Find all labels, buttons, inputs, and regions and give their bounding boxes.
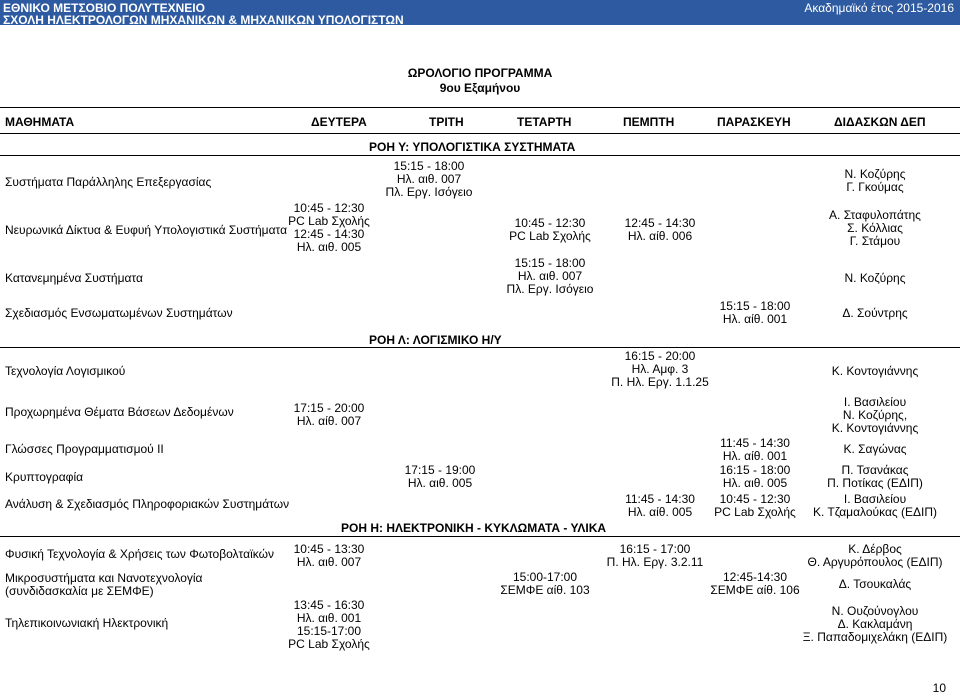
course-c5: Τεχνολογία Λογισμικού: [5, 364, 126, 378]
col-thursday: ΠΕΜΠΤΗ: [623, 115, 675, 129]
course-c10: Φυσική Τεχνολογία & Χρήσεις των Φωτοβολταϊκών: [5, 547, 274, 561]
course-c3: Κατανεμημένα Συστήματα: [5, 271, 143, 285]
slot-wed-a: 10:45 - 12:30 PC Lab Σχολής: [509, 216, 591, 243]
flow-h-title: ΡΟΗ Η: ΗΛΕΚΤΡΟΝΙΚΗ - ΚΥΚΛΩΜΑΤΑ - ΥΛΙΚΑ: [341, 521, 607, 535]
col-monday: ΔΕΥΤΕΡΑ: [311, 115, 367, 129]
instructors-c9: Ι. Βασιλείου Κ. Τζαμαλούκας (ΕΔΙΠ): [812, 492, 938, 519]
flow-y-title: ΡΟΗ Υ: ΥΠΟΛΟΓΙΣΤΙΚΑ ΣΥΣΤΗΜΑΤΑ: [369, 140, 576, 154]
slot-thu-c: 11:45 - 14:30 Ηλ. αίθ. 005: [625, 492, 695, 519]
divider-flow-l: [0, 347, 960, 348]
course-c6: Προχωρημένα Θέματα Βάσεων Δεδομένων: [5, 405, 234, 419]
page-title: ΩΡΟΛΟΓΙΟ ΠΡΟΓΡΑΜΜΑ: [407, 66, 553, 80]
instructors-c2: Α. Σταφυλοπάτης Σ. Κόλλιας Γ. Στάμου: [829, 208, 921, 248]
col-instructors: ΔΙΔΑΣΚΩΝ ΔΕΠ: [834, 115, 926, 129]
slot-thu-a: 12:45 - 14:30 Ηλ. αίθ. 006: [624, 216, 696, 243]
slot-fri-d: 10:45 - 12:30 PC Lab Σχολής: [714, 492, 796, 519]
slot-mon-b: 17:15 - 20:00 Ηλ. αίθ. 007: [293, 401, 365, 428]
course-c7: Γλώσσες Προγραμματισμού ΙΙ: [5, 442, 164, 456]
slot-mon-d: 13:45 - 16:30 Ηλ. αιθ. 001 15:15-17:00 PC Lab Σχολής: [288, 598, 370, 651]
course-c1: Συστήματα Παράλληλης Επεξεργασίας: [5, 175, 212, 189]
header-bottom-rule: [0, 133, 960, 134]
divider-flow-h: [0, 536, 960, 537]
header-top-rule: [0, 107, 960, 108]
slot-wed-b: 15:15 - 18:00 Ηλ. αιθ. 007 Πλ. Εργ. Ισόγειο: [506, 256, 594, 296]
instructors-c4: Δ. Σούντρης: [842, 306, 908, 320]
flow-l-title: ΡΟΗ Λ: ΛΟΓΙΣΜΙΚΟ Η/Υ: [369, 333, 502, 347]
col-courses: ΜΑΘΗΜΑΤΑ: [5, 115, 75, 129]
instructors-c7: Κ. Σαγώνας: [843, 442, 907, 456]
instructors-c3: Ν. Κοζύρης: [844, 271, 906, 285]
instructors-c6: Ι. Βασιλείου Ν. Κοζύρης, Κ. Κοντογιάννης: [831, 395, 919, 435]
instructors-c11: Δ. Τσουκαλάς: [838, 577, 912, 591]
instructors-c1: Ν. Κοζύρης Γ. Γκούμας: [844, 167, 906, 194]
slot-fri-e: 12:45-14:30 ΣΕΜΦΕ αίθ. 106: [710, 570, 800, 597]
instructors-c10: Κ. Δέρβος Θ. Αργυρόπουλος (ΕΔΙΠ): [807, 542, 943, 569]
instructors-c12: Ν. Ουζούνογλου Δ. Κακλαμάνη Ξ. Παπαδομιχελάκη (ΕΔΙΠ): [802, 604, 948, 644]
header-banner: [0, 0, 960, 25]
page-number: 10: [932, 681, 946, 695]
slot-tue-a: 15:15 - 18:00 Ηλ. αιθ. 007 Πλ. Εργ. Ισόγειο: [385, 159, 473, 199]
course-c4: Σχεδιασμός Ενσωματωμένων Συστημάτων: [5, 306, 233, 320]
slot-wed-c: 17:15 - 19:00 Ηλ. αιθ. 005: [404, 463, 476, 490]
course-c12: Τηλεπικοινωνιακή Ηλεκτρονική: [5, 616, 169, 630]
slot-fri-c: 16:15 - 18:00 Ηλ. αιθ. 005: [719, 463, 791, 490]
slot-mon-a: 10:45 - 12:30 PC Lab Σχολής 12:45 - 14:30 Ηλ. αιθ. 005: [288, 201, 370, 254]
course-c8: Κρυπτογραφία: [5, 470, 84, 484]
instructors-c8: Π. Τσανάκας Π. Ποτίκας (ΕΔΙΠ): [827, 463, 923, 490]
institution-name: ΕΘΝΙΚΟ ΜΕΤΣΟΒΙΟ ΠΟΛΥΤΕΧΝΕΙΟ: [3, 1, 205, 15]
academic-year: Ακαδημαϊκό έτος 2015-2016: [804, 1, 954, 15]
slot-fri-a: 15:15 - 18:00 Ηλ. αίθ. 001: [719, 299, 791, 326]
divider-flow-y: [0, 155, 960, 156]
course-c2: Νευρωνικά Δίκτυα & Ευφυή Υπολογιστικά Συστήματα: [5, 223, 288, 237]
instructors-c5: Κ. Κοντογιάννης: [831, 364, 919, 378]
slot-mon-c: 10:45 - 13:30 Ηλ. αιθ. 007: [293, 542, 365, 569]
school-name: ΣΧΟΛΗ ΗΛΕΚΤΡΟΛΟΓΩΝ ΜΗΧΑΝΙΚΩΝ & ΜΗΧΑΝΙΚΩΝ ΥΠΟΛΟΓΙΣΤΩΝ: [3, 13, 404, 27]
col-tuesday: ΤΡΙΤΗ: [429, 115, 464, 129]
course-c11: Μικροσυστήματα και Νανοτεχνολογία (συνδιδασκαλία με ΣΕΜΦΕ): [5, 571, 203, 598]
page-subtitle: 9ου Εξαμήνου: [439, 81, 521, 95]
course-c9: Ανάλυση & Σχεδιασμός Πληροφοριακών Συστημάτων: [5, 497, 290, 511]
col-wednesday: ΤΕΤΑΡΤΗ: [517, 115, 572, 129]
slot-wed-d: 15:00-17:00 ΣΕΜΦΕ αίθ. 103: [500, 570, 590, 597]
slot-fri-b: 11:45 - 14:30 Ηλ. αίθ. 001: [720, 436, 790, 463]
slot-thu-b: 16:15 - 20:00 Ηλ. Αμφ. 3 Π. Ηλ. Εργ. 1.1.25: [611, 349, 709, 389]
col-friday: ΠΑΡΑΣΚΕΥΗ: [717, 115, 791, 129]
slot-thu-d: 16:15 - 17:00 Π. Ηλ. Εργ. 3.2.11: [606, 542, 704, 569]
